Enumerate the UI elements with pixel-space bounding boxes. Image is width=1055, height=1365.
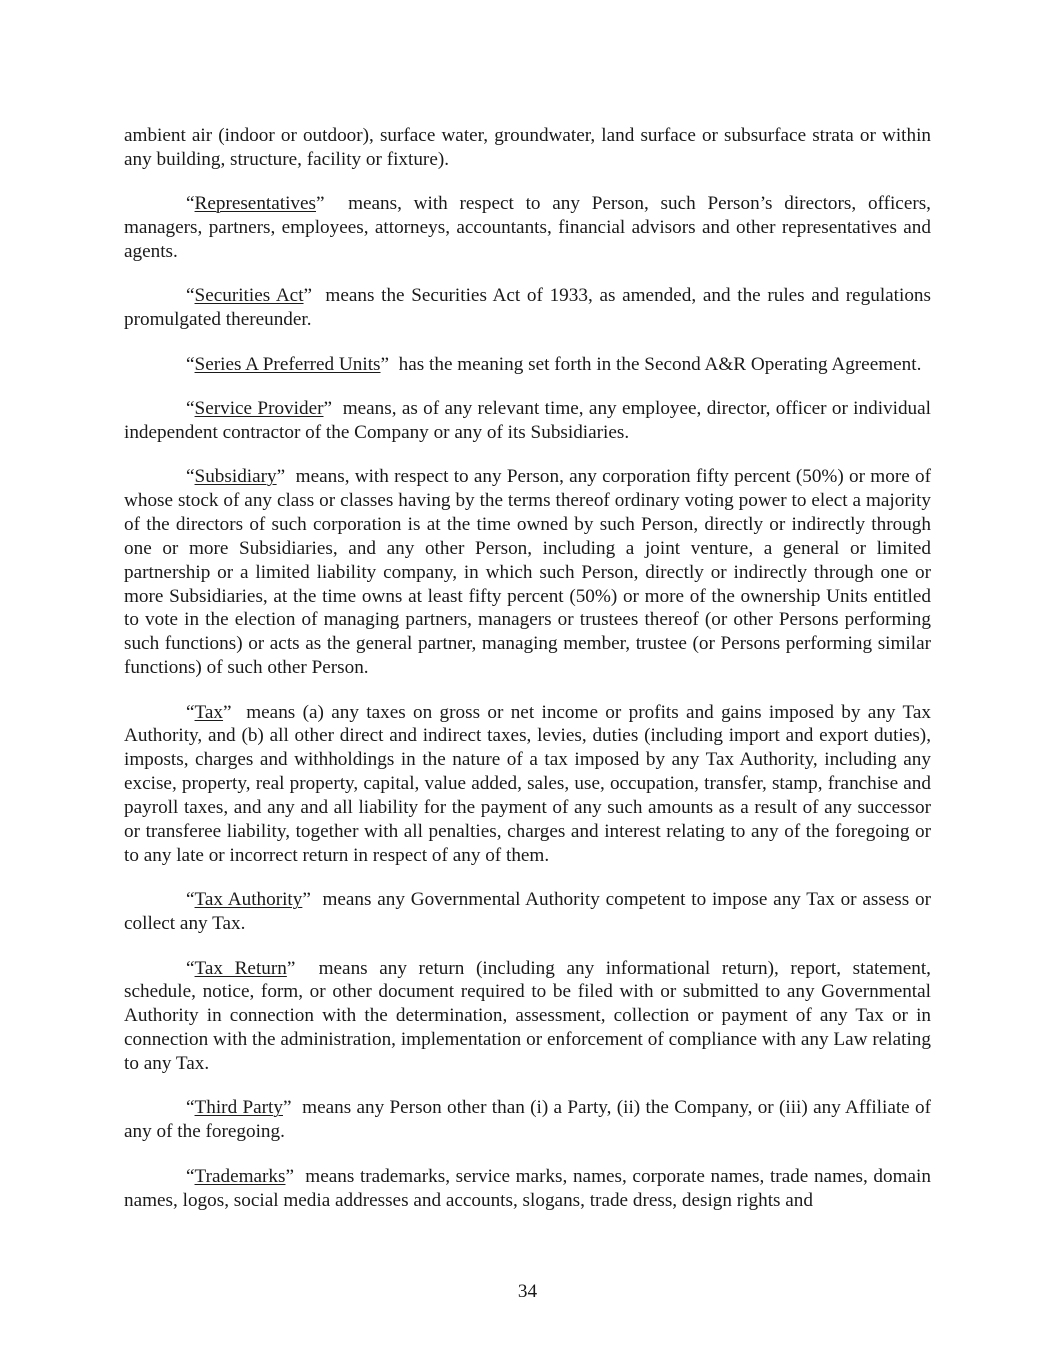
open-quote: “ bbox=[186, 193, 195, 215]
open-quote: “ bbox=[186, 397, 195, 419]
close-quote: ” bbox=[276, 466, 296, 488]
close-quote: ” bbox=[303, 285, 326, 307]
definition-text: means, as of any relevant time, any employee, director, officer or individual independent contractor of the Company or any of its Subsidiaries. bbox=[124, 397, 931, 443]
definition-tax-return bbox=[124, 957, 931, 1077]
defined-term: Tax Return bbox=[194, 957, 287, 979]
definition-text: means any return (including any informational return), report, statement, schedule, notice, form, or other document required to be filed with or submitted to any Governmental Authority in connection with the determination, assessment, collection or payment of any Tax or in connection with the administration, implementation or enforcement of compliance with any Law relating to any Tax. bbox=[124, 957, 931, 1075]
close-quote: ” bbox=[323, 397, 343, 419]
definition-text: means trademarks, service marks, names, corporate names, trade names, domain names, logos, social media addresses and accounts, slogans, trade dress, design rights and bbox=[124, 1165, 931, 1211]
paragraph-text: ambient air (indoor or outdoor), surface water, groundwater, land surface or subsurface strata or within any building, structure, facility or fixture). bbox=[124, 125, 931, 170]
definition-trademarks bbox=[124, 1165, 931, 1213]
defined-term: Service Provider bbox=[194, 397, 324, 419]
definition-tax bbox=[124, 701, 931, 868]
definition-text: means (a) any taxes on gross or net income or profits and gains imposed by any Tax Authority, and (b) all other direct and indirect taxes, levies, duties (including import and export duties), imposts, charges and withholdings in the nature of a tax imposed by any Tax Authority, including any excise, property, real property, capital, value added, sales, use, occupation, transfer, stamp, franchise and payroll taxes, and any and all liability for the payment of any such amounts as a result of any successor or transferee liability, together with all penalties, charges and interest relating to any of the foregoing or to any late or incorrect return in respect of any of them. bbox=[124, 701, 931, 866]
open-quote: “ bbox=[186, 889, 195, 911]
close-quote: ” bbox=[316, 193, 349, 215]
close-quote: ” bbox=[380, 353, 399, 375]
close-quote: ” bbox=[285, 1165, 306, 1187]
definition-subsidiary bbox=[124, 465, 931, 680]
definition-series-a-preferred-units bbox=[124, 353, 931, 377]
close-quote: ” bbox=[286, 957, 319, 979]
definition-third-party bbox=[124, 1096, 931, 1144]
page-number: 34 bbox=[517, 1281, 538, 1302]
open-quote: “ bbox=[186, 957, 195, 979]
open-quote: “ bbox=[186, 285, 195, 307]
open-quote: “ bbox=[186, 353, 195, 375]
open-quote: “ bbox=[186, 1165, 195, 1187]
close-quote: ” bbox=[282, 1097, 303, 1119]
definition-representatives bbox=[124, 192, 931, 264]
defined-term: Tax bbox=[194, 701, 224, 723]
defined-term: Series A Preferred Units bbox=[194, 353, 381, 375]
defined-term: Tax Authority bbox=[194, 889, 303, 911]
definition-securities-act bbox=[124, 284, 931, 332]
defined-term: Representatives bbox=[194, 193, 317, 215]
definition-text: means the Securities Act of 1933, as amended, and the rules and regulations promulgated thereunder. bbox=[124, 285, 931, 331]
defined-term: Third Party bbox=[194, 1097, 283, 1119]
paragraph-continuation bbox=[124, 124, 931, 172]
document-body bbox=[124, 124, 931, 1233]
defined-term: Securities Act bbox=[194, 285, 304, 307]
defined-term: Trademarks bbox=[194, 1165, 286, 1187]
definition-text: means, with respect to any Person, such Person’s directors, officers, managers, partners, employees, attorneys, accountants, financial advisors and other representatives and agents. bbox=[124, 193, 931, 263]
definition-text: means any Governmental Authority competent to impose any Tax or assess or collect any Tax. bbox=[124, 889, 931, 935]
open-quote: “ bbox=[186, 1097, 195, 1119]
definition-text: has the meaning set forth in the Second A&R Operating Agreement. bbox=[398, 353, 922, 375]
close-quote: ” bbox=[302, 889, 323, 911]
definition-text: means any Person other than (i) a Party, (ii) the Company, or (iii) any Affiliate of any of the foregoing. bbox=[124, 1097, 931, 1143]
definition-service-provider bbox=[124, 397, 931, 445]
definition-tax-authority bbox=[124, 888, 931, 936]
open-quote: “ bbox=[186, 701, 195, 723]
open-quote: “ bbox=[186, 466, 195, 488]
close-quote: ” bbox=[223, 701, 247, 723]
defined-term: Subsidiary bbox=[194, 466, 277, 488]
definition-text: means, with respect to any Person, any corporation fifty percent (50%) or more of whose stock of any class or classes having by the terms thereof ordinary voting power to elect a majority of the directors of such corporation is at the time owned by such Person, directly or indirectly through one or more Subsidiaries, and any other Person, including a joint venture, a general or limited partnership or a limited liability company, in which such Person, directly or indirectly through one or more Subsidiaries, at the time owns at least fifty percent (50%) or more of the ownership Units entitled to vote in the election of managing partners, managers or trustees thereof (or other Persons performing such functions) or acts as the general partner, managing member, trustee (or Persons performing similar functions) of such other Person. bbox=[124, 466, 931, 679]
